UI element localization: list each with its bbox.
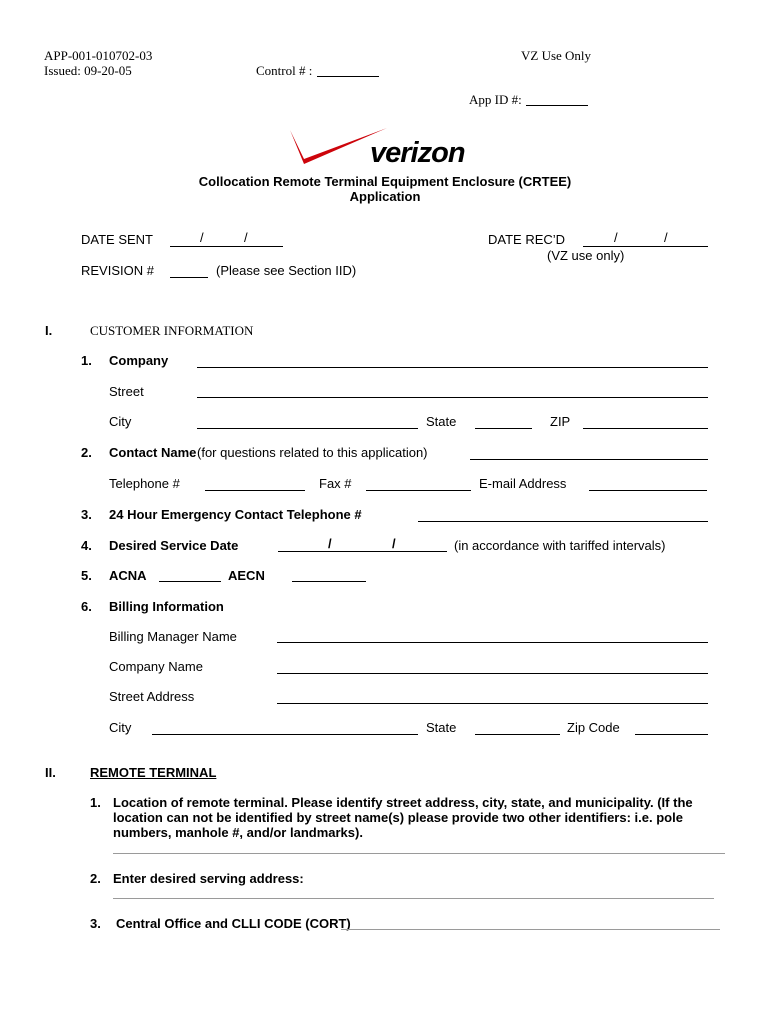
acna-label: ACNA	[109, 568, 147, 583]
contact-name-note: (for questions related to this application)	[197, 445, 428, 460]
zip-code-label: Zip Code	[567, 720, 620, 735]
fax-label: Fax #	[319, 476, 352, 491]
section-1-heading: CUSTOMER INFORMATION	[90, 323, 254, 338]
verizon-checkmark-icon	[288, 126, 478, 170]
email-label: E-mail Address	[479, 476, 567, 491]
state-field[interactable]	[475, 428, 532, 429]
control-number-field[interactable]	[317, 76, 379, 77]
date-recd-slash-1: /	[614, 230, 618, 245]
revision-label: REVISION #	[81, 263, 154, 278]
desired-date-slash-2: /	[392, 536, 396, 551]
control-number-label: Control # :	[256, 63, 313, 78]
street-label: Street	[109, 384, 144, 399]
street-address-label: Street Address	[109, 689, 195, 704]
question-1-line-2: location can not be identified by street name(s) please provide two other identifiers: i.e. pole	[113, 810, 683, 825]
question-3-text: Central Office and CLLI CODE (CORT)	[116, 916, 351, 931]
aecn-label: AECN	[228, 568, 265, 583]
question-2-text: Enter desired serving address:	[113, 871, 304, 886]
item-6-number: 6.	[81, 599, 92, 614]
date-recd-slash-2: /	[664, 230, 668, 245]
question-1-line-1: Location of remote terminal. Please identify street address, city, state, and municipality. (If the	[113, 795, 693, 810]
company-label: Company	[109, 353, 169, 368]
contact-name-label: Contact Name	[109, 445, 197, 460]
item-3-number: 3.	[81, 507, 92, 522]
vz-use-only-label: VZ Use Only	[521, 48, 592, 63]
desired-service-date-label: Desired Service Date	[109, 538, 239, 553]
vz-use-note: (VZ use only)	[547, 248, 625, 263]
revision-field[interactable]	[170, 277, 208, 278]
date-sent-field[interactable]	[170, 246, 283, 247]
emergency-contact-field[interactable]	[418, 521, 708, 522]
app-id-field[interactable]	[526, 105, 588, 106]
date-sent-slash-2: /	[244, 230, 248, 245]
date-sent-label: DATE SENT	[81, 232, 153, 247]
emergency-contact-label: 24 Hour Emergency Contact Telephone #	[109, 507, 362, 522]
telephone-field[interactable]	[205, 490, 305, 491]
zip-field[interactable]	[583, 428, 708, 429]
section-2-heading: REMOTE TERMINAL	[90, 765, 217, 780]
item-1-number: 1.	[81, 353, 92, 368]
section-1-numeral: I.	[45, 323, 53, 338]
city-label: City	[109, 414, 132, 429]
question-2-answer-field[interactable]	[113, 898, 714, 899]
date-recd-field[interactable]	[583, 246, 708, 247]
billing-city-label: City	[109, 720, 132, 735]
question-2-number: 2.	[90, 871, 101, 886]
form-title: Collocation Remote Terminal Equipment Enclosure (CRTEE)	[198, 174, 572, 189]
desired-service-date-field[interactable]	[278, 551, 447, 552]
date-recd-label: DATE REC’D	[488, 232, 566, 247]
aecn-field[interactable]	[292, 581, 366, 582]
tariff-note: (in accordance with tariffed intervals)	[454, 538, 666, 553]
form-subtitle: Application	[349, 189, 421, 204]
street-address-field[interactable]	[277, 703, 708, 704]
fax-field[interactable]	[366, 490, 471, 491]
desired-date-slash-1: /	[328, 536, 332, 551]
question-1-number: 1.	[90, 795, 101, 810]
billing-information-label: Billing Information	[109, 599, 224, 614]
email-field[interactable]	[589, 490, 707, 491]
question-1-line-3: numbers, manhole #, and/or landmarks).	[113, 825, 363, 840]
revision-note: (Please see Section IID)	[216, 263, 357, 278]
item-5-number: 5.	[81, 568, 92, 583]
section-2-numeral: II.	[45, 765, 56, 780]
telephone-label: Telephone #	[109, 476, 180, 491]
date-sent-slash-1: /	[200, 230, 204, 245]
billing-state-label: State	[426, 720, 457, 735]
item-2-number: 2.	[81, 445, 92, 460]
state-label: State	[426, 414, 457, 429]
company-field[interactable]	[197, 367, 708, 368]
company-name-field[interactable]	[277, 673, 708, 674]
acna-field[interactable]	[159, 581, 221, 582]
street-field[interactable]	[197, 397, 708, 398]
verizon-logo	[288, 126, 478, 170]
application-code: APP-001-010702-03	[44, 48, 153, 63]
verizon-wordmark: verizon	[370, 137, 465, 169]
item-4-number: 4.	[81, 538, 92, 553]
question-3-number: 3.	[90, 916, 101, 931]
question-3-answer-field[interactable]	[341, 929, 720, 930]
billing-manager-label: Billing Manager Name	[109, 629, 237, 644]
zip-code-field[interactable]	[635, 734, 708, 735]
billing-state-field[interactable]	[475, 734, 560, 735]
app-id-label: App ID #:	[469, 92, 522, 107]
zip-label: ZIP	[550, 414, 571, 429]
issued-date: Issued: 09-20-05	[44, 63, 132, 78]
contact-name-field[interactable]	[470, 459, 708, 460]
company-name-label: Company Name	[109, 659, 203, 674]
billing-city-field[interactable]	[152, 734, 418, 735]
city-field[interactable]	[197, 428, 418, 429]
billing-manager-field[interactable]	[277, 642, 708, 643]
question-1-answer-field[interactable]	[113, 853, 725, 854]
